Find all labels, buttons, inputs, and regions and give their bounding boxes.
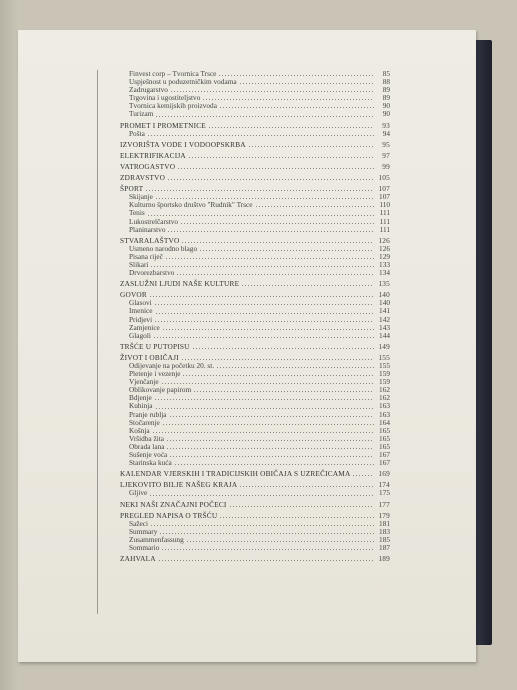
toc-section-entry — [120, 280, 390, 288]
toc-entry-title: Pranje rublja — [129, 409, 167, 419]
toc-entry-page: 165 — [379, 425, 390, 435]
dot-leader — [186, 541, 374, 542]
dot-leader — [161, 383, 374, 384]
toc-entry-title: Trgovina i ugostiteljstvo — [129, 93, 201, 103]
toc-entry-title: NEKI NAŠI ZNAČAJNI POČECI — [120, 499, 227, 509]
toc-entry-title: Sušenje voća — [129, 450, 168, 460]
dot-leader — [248, 146, 374, 147]
toc-entry-title: ŠPORT — [120, 184, 144, 194]
toc-section-entry — [120, 185, 390, 193]
toc-entry-title: Pošta — [129, 128, 145, 138]
toc-section-entry — [120, 470, 390, 478]
toc-entry-title: Finvest corp – Tvornica Trsce — [129, 69, 217, 78]
toc-entry — [120, 411, 390, 419]
dot-leader — [169, 456, 374, 457]
dot-leader — [162, 329, 374, 330]
dot-leader — [150, 266, 374, 267]
toc-entry-page: 89 — [382, 85, 390, 95]
toc-entry-page: 155 — [379, 361, 390, 370]
toc-entry-title: Pletenje i vezenje — [129, 369, 181, 379]
toc-entry — [120, 459, 390, 467]
toc-entry-page: 143 — [379, 322, 390, 332]
toc-entry-page: 135 — [378, 279, 390, 289]
dot-leader — [159, 533, 374, 534]
toc-entry-title: Pridjevi — [129, 314, 153, 324]
toc-entry-page: 162 — [379, 393, 390, 403]
dot-leader — [154, 304, 374, 305]
toc-entry-title: VATROGASTVO — [120, 161, 176, 171]
toc-entry-page: 163 — [379, 401, 390, 411]
toc-entry — [120, 201, 390, 209]
toc-entry-page: 111 — [379, 208, 390, 218]
toc-entry-title: Drvorezbarstvo — [129, 268, 175, 278]
toc-entry — [120, 110, 390, 118]
dot-leader — [202, 99, 374, 100]
toc-entry-page: 88 — [382, 77, 390, 87]
toc-entry-title: Tvornica kemijskih proizvoda — [129, 101, 217, 111]
toc-entry-page: 175 — [379, 488, 390, 498]
dot-leader — [154, 321, 374, 322]
dot-leader — [181, 242, 374, 243]
toc-entry-page: 93 — [382, 120, 390, 130]
toc-entry-page: 110 — [379, 200, 390, 210]
toc-entry-title: Bdjenje — [129, 393, 152, 403]
toc-entry-page: 111 — [379, 216, 390, 226]
toc-entry-page: 140 — [378, 290, 390, 300]
toc-entry-title: Obrada lana — [129, 441, 165, 451]
dot-leader — [188, 157, 374, 158]
toc-entry-page: 90 — [382, 101, 390, 111]
toc-entry-title: Skijanje — [129, 192, 153, 202]
toc-entry-title: Turizam — [129, 109, 154, 119]
toc-section-entry — [120, 141, 390, 149]
toc-entry-title: PROMET I PROMETNICE — [120, 120, 206, 130]
toc-entry-page: 107 — [379, 192, 390, 202]
toc-entry-title: Imenice — [129, 306, 153, 316]
dot-leader — [176, 274, 374, 275]
toc-entry-title: Oblikovanje papirom — [129, 385, 192, 395]
toc-entry-title: KALENDAR VJERSKIH I TRADICIJSKIH OBIČAJA S UZREČICAMA — [120, 469, 351, 479]
toc-entry-page: 177 — [378, 499, 390, 509]
toc-entry — [120, 370, 390, 378]
dot-leader — [182, 375, 374, 376]
dot-leader — [239, 486, 374, 487]
toc-entry-page: 159 — [379, 369, 390, 379]
toc-section-entry — [120, 501, 390, 509]
dot-leader — [180, 223, 374, 224]
toc-entry-title: TRŠĆE U PUTOPISU — [120, 341, 190, 351]
toc-entry-page: 133 — [379, 259, 390, 269]
toc-entry-title: Vjenčanje — [129, 377, 159, 387]
toc-entry-title: Zadrugarstvo — [129, 85, 168, 95]
dot-leader — [149, 495, 374, 496]
toc-entry-page: 155 — [378, 352, 390, 362]
dot-leader — [219, 107, 374, 108]
toc-entry-page: 167 — [379, 450, 390, 460]
toc-entry-page: 159 — [379, 377, 390, 387]
toc-entry-title: Pisana riječ — [129, 251, 163, 261]
table-of-contents — [120, 70, 390, 563]
toc-entry — [120, 253, 390, 261]
dot-leader — [208, 127, 374, 128]
toc-entry-title: Lukostrelčarstvo — [129, 216, 179, 226]
margin-rule — [97, 70, 98, 614]
dot-leader — [229, 506, 374, 507]
toc-entry-page: 95 — [382, 139, 390, 149]
toc-entry-page: 129 — [379, 251, 390, 261]
dot-leader — [174, 464, 374, 465]
toc-entry-page: 141 — [379, 306, 390, 316]
toc-entry-title: Tenis — [129, 208, 145, 218]
toc-entry — [120, 307, 390, 315]
toc-entry-page: 165 — [379, 441, 390, 451]
dot-leader — [165, 258, 374, 259]
toc-entry-title: IZVORIŠTA VODE I VODOOPSKRBA — [120, 139, 246, 149]
toc-entry — [120, 489, 390, 497]
toc-entry-page: 140 — [379, 298, 390, 308]
toc-entry-title: ELEKTRIFIKACIJA — [120, 150, 186, 160]
toc-entry-page: 181 — [379, 518, 390, 528]
dot-leader — [170, 91, 374, 92]
toc-section-entry — [120, 343, 390, 351]
toc-entry-title: Zusammenfassung — [129, 534, 184, 544]
toc-section-entry — [120, 512, 390, 520]
dot-leader — [155, 198, 374, 199]
dot-leader — [145, 190, 374, 191]
dot-leader — [158, 560, 374, 561]
toc-section-entry — [120, 555, 390, 563]
toc-entry — [120, 394, 390, 402]
dot-leader — [167, 179, 374, 180]
dot-leader — [199, 250, 374, 251]
toc-entry-title: Usmeno narodno blago — [129, 243, 198, 253]
toc-entry-title: Glasovi — [129, 298, 152, 308]
toc-entry-page: 144 — [379, 330, 390, 340]
toc-entry-page: 169 — [378, 469, 390, 479]
toc-entry — [120, 316, 390, 324]
toc-entry — [120, 520, 390, 528]
toc-entry — [120, 536, 390, 544]
toc-section-entry — [120, 152, 390, 160]
toc-entry-title: ZDRAVSTVO — [120, 173, 166, 183]
toc-entry-page: 189 — [378, 554, 390, 564]
toc-entry-page: 162 — [379, 385, 390, 395]
toc-entry-page: 163 — [379, 409, 390, 419]
toc-entry-page: 126 — [378, 235, 390, 245]
toc-entry — [120, 544, 390, 552]
toc-entry-page: 183 — [379, 526, 390, 536]
dot-leader — [155, 408, 374, 409]
dot-leader — [166, 448, 374, 449]
toc-entry-title: Sommario — [129, 542, 160, 552]
toc-entry-title: ŽIVOT I OBIČAJI — [120, 352, 179, 362]
dot-leader — [155, 116, 374, 117]
dot-leader — [147, 135, 374, 136]
toc-entry — [120, 324, 390, 332]
dot-leader — [162, 424, 374, 425]
dot-leader — [167, 231, 374, 232]
toc-entry-page: 187 — [379, 542, 390, 552]
toc-entry-title: Uspješnost u poduzetničkim vodama — [129, 77, 237, 87]
toc-entry-title: Summary — [129, 526, 158, 536]
toc-entry-page: 149 — [378, 341, 390, 351]
dot-leader — [239, 83, 374, 84]
toc-entry-page: 105 — [378, 173, 390, 183]
toc-section-entry — [120, 174, 390, 182]
dot-leader — [193, 391, 374, 392]
toc-entry-title: Kuhinja — [129, 401, 153, 411]
toc-entry-title: Glagoli — [129, 330, 151, 340]
toc-entry-title: STVARALAŠTVO — [120, 235, 180, 245]
toc-entry-page: 90 — [382, 109, 390, 119]
toc-entry-page: 97 — [382, 150, 390, 160]
dot-leader — [154, 399, 374, 400]
toc-section-entry — [120, 481, 390, 489]
toc-entry — [120, 102, 390, 110]
toc-entry-page: 185 — [379, 534, 390, 544]
toc-entry-page: 107 — [378, 184, 390, 194]
toc-entry-title: Vršidba žita — [129, 433, 165, 443]
toc-entry-page: 99 — [382, 161, 390, 171]
toc-entry-title: ZAHVALA — [120, 554, 156, 564]
toc-entry — [120, 386, 390, 394]
toc-entry-page: 89 — [382, 93, 390, 103]
toc-entry-page: 179 — [378, 510, 390, 520]
dot-leader — [218, 75, 374, 76]
toc-entry-page: 167 — [379, 458, 390, 468]
toc-section-entry — [120, 163, 390, 171]
toc-entry-page: 85 — [382, 69, 390, 78]
dot-leader — [255, 206, 374, 207]
toc-entry-title: Slikari — [129, 259, 149, 269]
toc-entry-page: 111 — [379, 224, 390, 234]
dot-leader — [177, 168, 374, 169]
toc-entry-title: Gljive — [129, 488, 148, 498]
toc-section-entry — [120, 122, 390, 130]
dot-leader — [241, 285, 374, 286]
toc-entry — [120, 299, 390, 307]
toc-entry-title: ZASLUŽNI LJUDI NAŠE KULTURE — [120, 279, 240, 289]
dot-leader — [192, 348, 374, 349]
toc-section-entry — [120, 291, 390, 299]
dot-leader — [152, 432, 374, 433]
dot-leader — [166, 440, 374, 441]
toc-entry-title: GOVOR — [120, 290, 147, 300]
toc-entry-page: 164 — [379, 417, 390, 427]
toc-entry-page: 126 — [379, 243, 390, 253]
toc-entry — [120, 419, 390, 427]
toc-entry-title: Sažeci — [129, 518, 149, 528]
dot-leader — [150, 525, 374, 526]
toc-entry-page: 94 — [382, 128, 390, 138]
dot-leader — [216, 367, 374, 368]
dot-leader — [169, 416, 375, 417]
toc-entry-title: Planinarstvo — [129, 224, 166, 234]
toc-entry-title: Starinska kuća — [129, 458, 172, 468]
dot-leader — [181, 359, 374, 360]
dot-leader — [147, 215, 374, 216]
toc-entry — [120, 269, 390, 277]
toc-entry-title: Stočarenje — [129, 417, 160, 427]
toc-entry-title: Košnja — [129, 425, 150, 435]
toc-entry-page: 174 — [378, 480, 390, 490]
toc-entry — [120, 130, 390, 138]
dot-leader — [161, 549, 374, 550]
dot-leader — [352, 475, 374, 476]
dot-leader — [149, 296, 374, 297]
dot-leader — [155, 313, 375, 314]
toc-entry-title: Kulturno športsko društvo "Rudnik" Trsce — [129, 200, 253, 210]
book-edge — [0, 0, 20, 690]
toc-entry-page: 165 — [379, 433, 390, 443]
toc-entry — [120, 332, 390, 340]
toc-entry-page: 134 — [379, 268, 390, 278]
toc-entry — [120, 226, 390, 234]
dot-leader — [219, 517, 374, 518]
toc-entry-page: 142 — [379, 314, 390, 324]
toc-entry-title: PREGLED NAPISA O TRŠĆU — [120, 510, 218, 520]
toc-entry-title: Zamjenice — [129, 322, 160, 332]
toc-entry-title: Odijevanje na početku 20. st. — [129, 361, 215, 370]
toc-entry-title: LJEKOVITO BILJE NAŠEG KRAJA — [120, 480, 238, 490]
dot-leader — [153, 337, 374, 338]
